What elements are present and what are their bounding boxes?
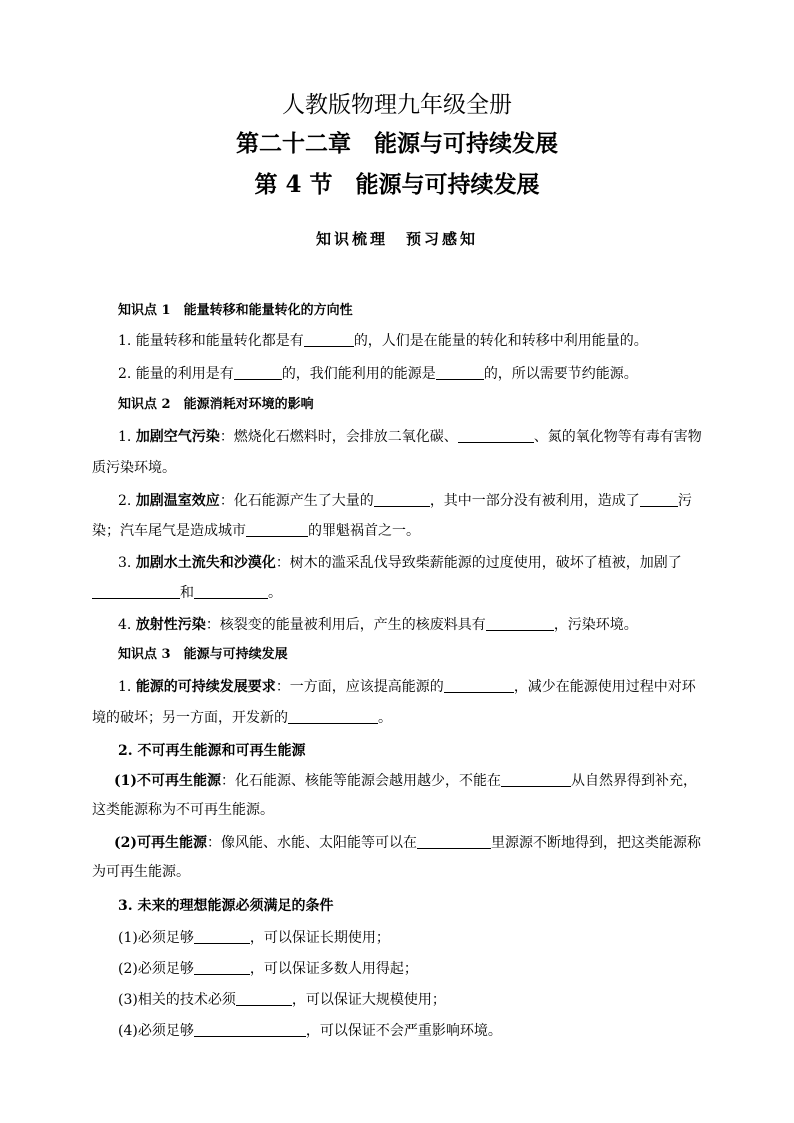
term: 加剧水土流失和沙漠化 [135, 555, 276, 571]
kp3-q3-c4 [92, 1021, 738, 1041]
text: 染；汽车尾气是造成城市 [92, 523, 246, 539]
kp3-heading: 知识点 3 能源与可持续发展 [118, 647, 288, 662]
term: 放射性污染 [135, 617, 206, 633]
text: 、氮的氧化物等有毒有害物 [533, 429, 702, 445]
text: ：像风能、水能、太阳能等可以在 [207, 835, 417, 851]
answer-blank[interactable] [374, 492, 430, 507]
kp2-q2-line2 [92, 521, 712, 541]
text: 污 [677, 493, 692, 509]
answer-blank[interactable] [194, 1022, 306, 1037]
kp3-q3-heading: 3. 未来的理想能源必须满足的条件 [118, 898, 334, 914]
text: ：化石能源、核能等能源会越用越少，不能在 [221, 773, 501, 789]
text: 4. [118, 617, 136, 633]
answer-blank[interactable] [458, 428, 534, 443]
answer-blank[interactable] [194, 960, 250, 975]
kp3-q1-line2 [92, 708, 712, 728]
section-title: 第 4 节 能源与可持续发展 [254, 171, 540, 198]
kp3-q3-c2 [92, 959, 738, 979]
text: ，污染环境。 [553, 617, 638, 633]
chapter-title: 第二十二章 能源与可持续发展 [236, 130, 558, 157]
kp3-q1-line1 [92, 677, 738, 697]
text: ：燃烧化石燃料时，会排放二氧化碳、 [219, 429, 458, 445]
kp3-q3-c3 [92, 990, 738, 1010]
text: ：化石能源产生了大量的 [219, 493, 374, 509]
answer-blank[interactable] [486, 616, 554, 631]
kp2-q1-line1 [92, 427, 738, 447]
text: 3. [118, 555, 136, 571]
text: 。 [268, 585, 282, 601]
text: 2. [118, 493, 136, 509]
answer-blank[interactable] [640, 492, 678, 507]
text: 2. 能量的利用是有 [118, 366, 234, 382]
kp2-heading: 知识点 2 能源消耗对环境的影响 [118, 397, 314, 412]
answer-blank[interactable] [288, 709, 378, 724]
text: 。 [378, 710, 392, 726]
kp1-q1 [92, 331, 738, 351]
answer-blank[interactable] [236, 991, 292, 1006]
text: ，其中一部分没有被利用，造成了 [429, 493, 640, 509]
term: (2)可再生能源 [114, 835, 207, 851]
text: 1. 能量转移和能量转化都是有 [118, 333, 304, 349]
kp2-q2-line1 [92, 491, 738, 511]
text: 里源源不断地得到，把这类能源称 [491, 835, 701, 851]
text: 境的破坏；另一方面，开发新的 [92, 710, 288, 726]
text: ，可以保证长期使用； [249, 930, 390, 946]
text: (3)相关的技术必须 [118, 992, 236, 1008]
text: ，减少在能源使用过程中对环 [513, 679, 696, 695]
text: 和 [180, 585, 194, 601]
book-title: 人教版物理九年级全册 [282, 92, 512, 118]
text: 1. [118, 679, 136, 695]
text: 从自然界得到补充， [571, 773, 697, 789]
section-subtitle: 知识梳理 预习感知 [315, 230, 478, 248]
text: (1)必须足够 [118, 930, 194, 946]
text: 1. [118, 429, 136, 445]
answer-blank[interactable] [234, 365, 282, 380]
answer-blank[interactable] [194, 929, 250, 944]
kp2-q3-line2 [92, 583, 712, 603]
kp1-q2 [92, 364, 738, 384]
kp1-heading: 知识点 1 能量转移和能量转化的方向性 [118, 303, 353, 318]
text: 的，所以需要节约能源。 [483, 366, 638, 382]
kp3-q3-c1 [92, 928, 738, 948]
text: 的，我们能利用的能源是 [281, 366, 436, 382]
text: ：树木的滥采乱伐导致柴薪能源的过度使用，破坏了植被，加剧了 [275, 555, 682, 571]
answer-blank[interactable] [246, 522, 308, 537]
kp3-q2-p2-line2: 为可再生能源。 [92, 864, 190, 880]
kp2-q4 [92, 615, 738, 635]
answer-blank[interactable] [194, 584, 268, 599]
answer-blank[interactable] [436, 365, 484, 380]
text: ，可以保证不会严重影响环境。 [305, 1023, 502, 1039]
term: (1)不可再生能源 [114, 773, 221, 789]
kp3-q2-heading: 2. 不可再生能源和可再生能源 [118, 743, 306, 759]
text: ：一方面，应该提高能源的 [275, 679, 444, 695]
kp3-q2-p1-line1 [92, 771, 734, 791]
text: ，可以保证多数人用得起； [249, 961, 418, 977]
answer-blank[interactable] [444, 678, 514, 693]
term: 加剧空气污染 [135, 429, 220, 445]
text: ：核裂变的能量被利用后，产生的核废料具有 [205, 617, 486, 633]
text: ，可以保证大规模使用； [291, 992, 446, 1008]
answer-blank[interactable] [92, 584, 180, 599]
answer-blank[interactable] [417, 834, 491, 849]
text: (4)必须足够 [118, 1023, 194, 1039]
term: 能源的可持续发展要求 [135, 679, 276, 695]
kp3-q2-p1-line2: 这类能源称为不可再生能源。 [92, 802, 274, 818]
text: (2)必须足够 [118, 961, 194, 977]
kp3-q2-p2-line1 [92, 833, 734, 853]
kp2-q1-line2: 质污染环境。 [92, 460, 176, 476]
kp2-q3-line1 [92, 553, 738, 573]
answer-blank[interactable] [304, 332, 354, 347]
text: 的罪魁祸首之一。 [308, 523, 420, 539]
term: 加剧温室效应 [135, 493, 220, 509]
answer-blank[interactable] [501, 772, 571, 787]
text: 的，人们是在能量的转化和转移中利用能量的。 [353, 333, 648, 349]
